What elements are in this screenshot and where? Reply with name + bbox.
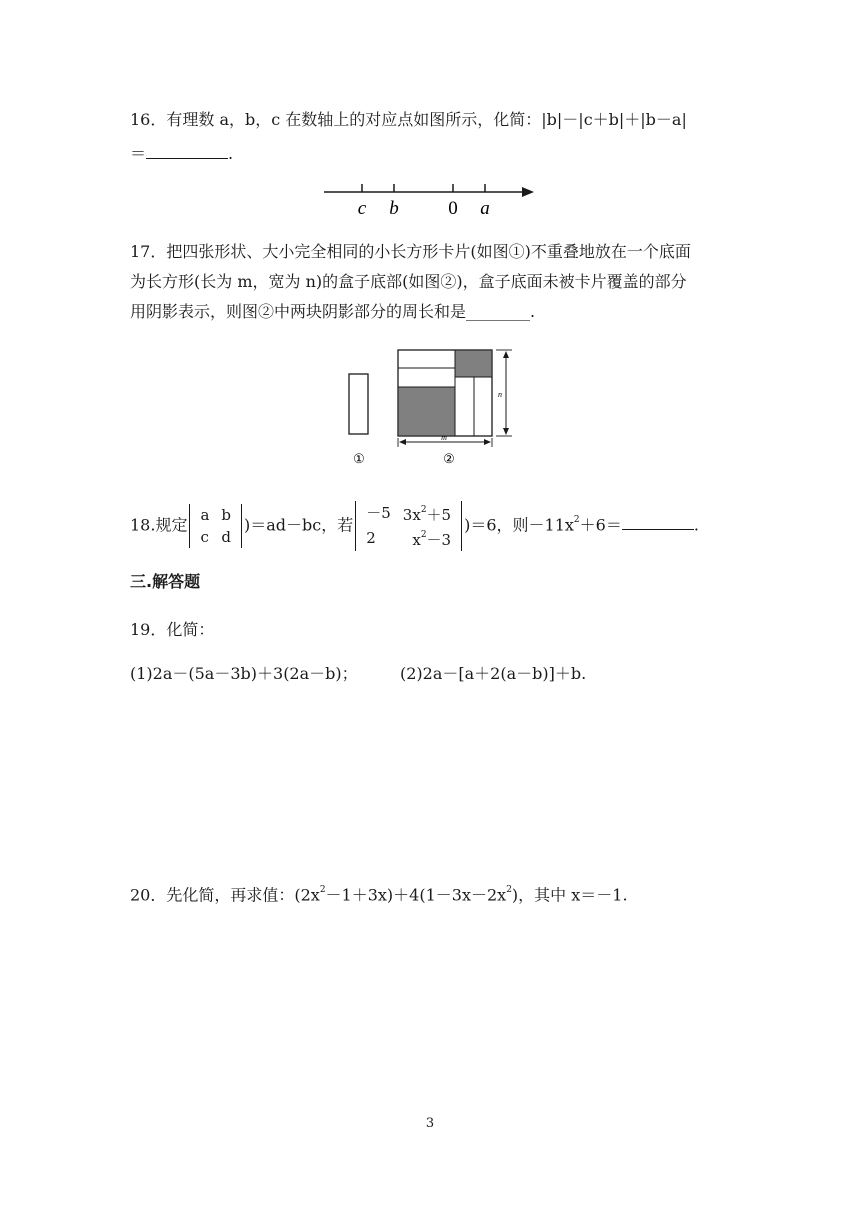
q17-line2: 为长方形(长为 m，宽为 n)的盒子底部(如图②)，盒子底面未被卡片覆盖的部分 — [130, 272, 687, 291]
shaded-region-top-right — [455, 350, 492, 377]
q19-part2: (2)2a－[a＋2(a－b)]＋b. — [400, 664, 587, 683]
q16-line1: 16．有理数 a，b，c 在数轴上的对应点如图所示，化简：|b|－|c＋b|＋|b－a| — [130, 110, 687, 129]
determinant-definition: a b c d — [189, 504, 242, 548]
axis-label-b: b — [389, 198, 399, 219]
axis-label-a: a — [480, 198, 490, 219]
section-heading: 三.解答题 — [130, 572, 201, 591]
single-card — [349, 374, 368, 434]
dimension-m-label: m — [441, 433, 447, 442]
q20-line: 20．先化简，再求值：$(2x^2-1+3x)+4(1-3x-2x^2)$，其中 x＝－1. — [130, 885, 628, 905]
determinant-given: －5 $3x^2+5$ 2 $x^2-3$ — [355, 501, 462, 551]
q17-line1: 17．把四张形状、大小完全相同的小长方形卡片(如图①)不重叠地放在一个底面 — [130, 242, 691, 261]
axis-label-zero: 0 — [448, 198, 458, 219]
arrow-right-icon — [522, 187, 534, 197]
q16-line2: ＝ . — [130, 144, 234, 163]
card-box-figure — [340, 344, 530, 469]
answer-blank-q18 — [622, 513, 694, 530]
q18-line: 18.规定 a b c d )＝ad－bc，若 －5 $3x^2+5$ 2 $x^2-3$ )＝6，则$-11x^2+6=$ . — [130, 494, 699, 550]
number-line-figure — [320, 178, 540, 222]
figure-1-label: ① — [353, 451, 365, 466]
q19-title: 19．化简： — [130, 620, 215, 639]
q17-line3: 用阴影表示，则图②中两块阴影部分的周长和是________. — [130, 302, 536, 321]
figure-2-label: ② — [443, 451, 455, 466]
page-number: 3 — [425, 1116, 435, 1131]
answer-blank-q16 — [146, 142, 228, 159]
dimension-n-label: n — [498, 390, 502, 399]
shaded-region-bottom-left — [398, 387, 455, 436]
q19-part1: (1)2a－(5a－3b)＋3(2a－b)； — [130, 664, 358, 683]
axis-label-c: c — [357, 198, 367, 219]
